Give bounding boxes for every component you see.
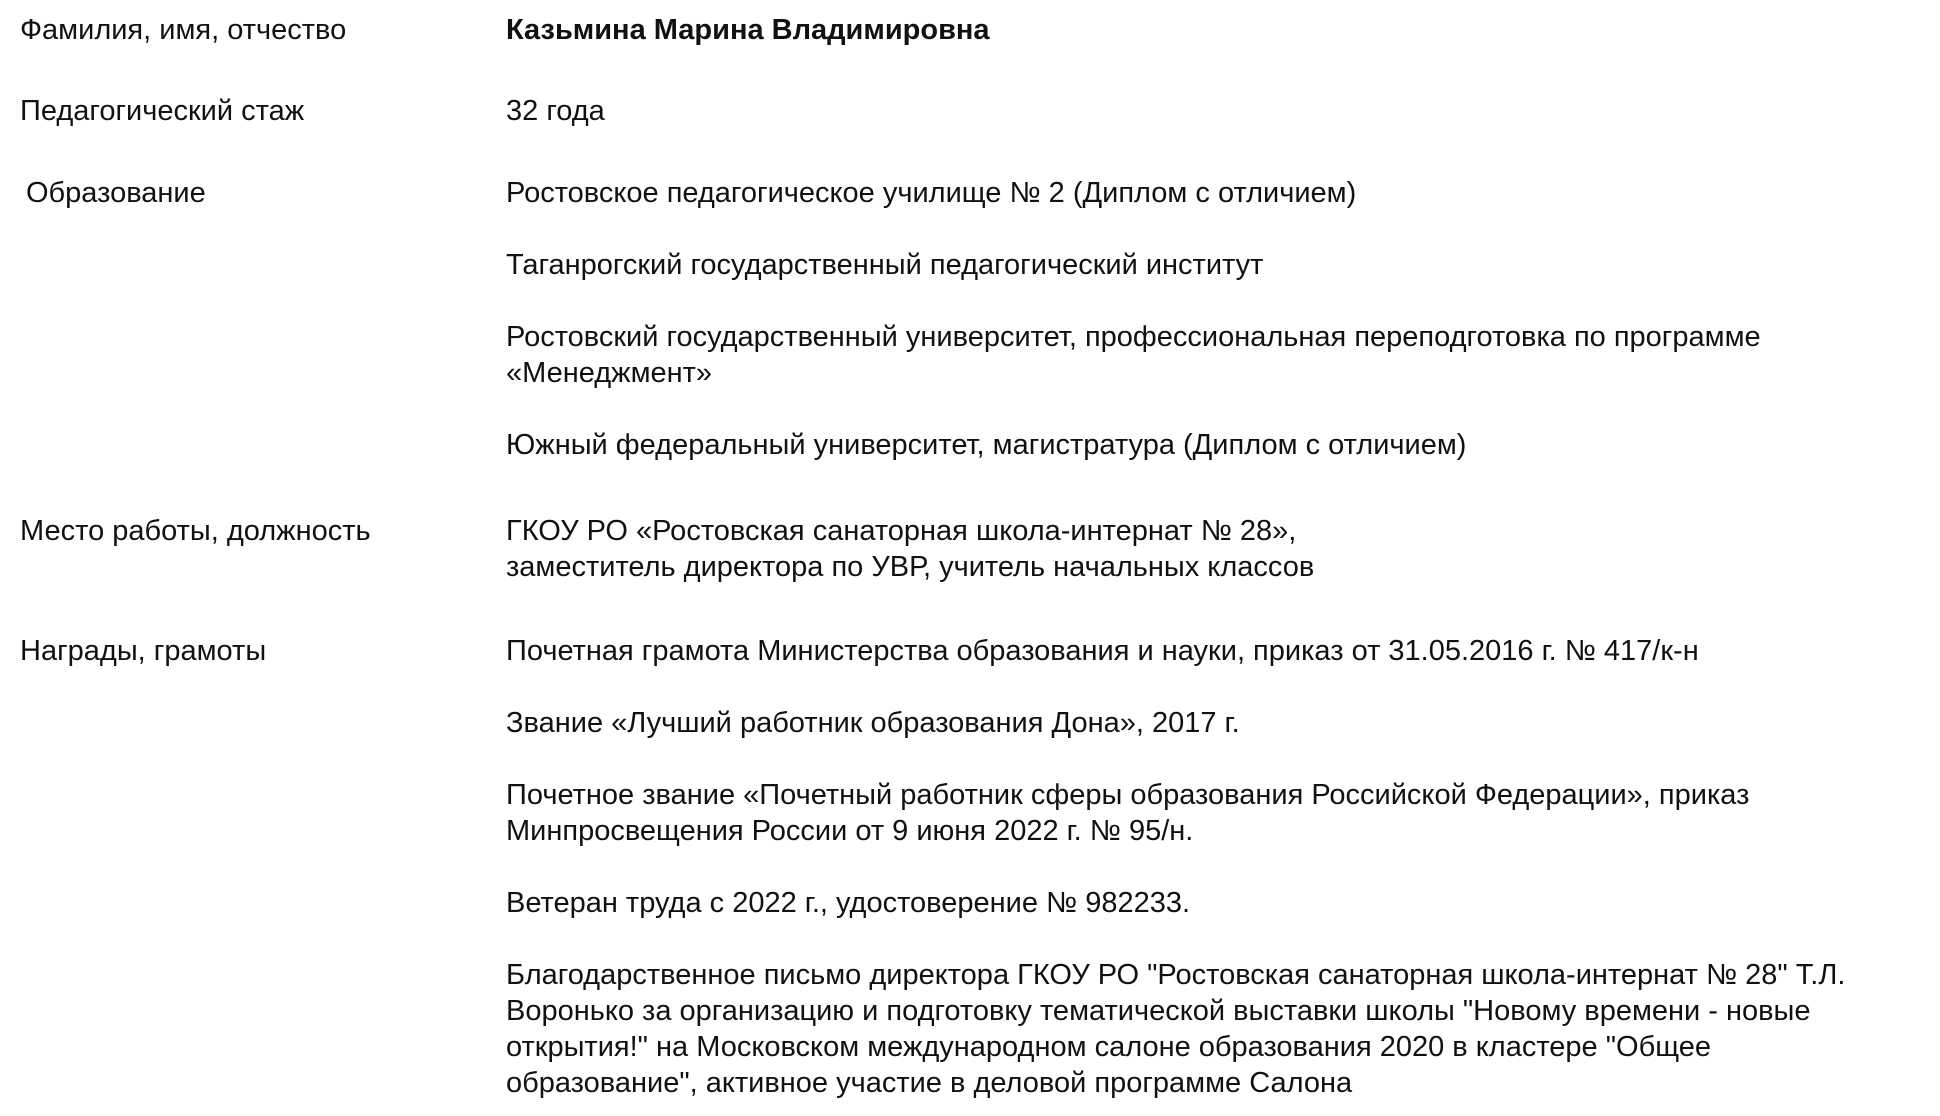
award-item: Звание «Лучший работник образования Дона», 2017 г. [506,707,1240,739]
education-item: Ростовский государственный университет, профессиональная переподготовка по программе «Менеджмент» [506,321,1761,389]
experience-value: 32 года [506,95,605,127]
award-item: Благодарственное письмо директора ГКОУ РО "Ростовская санаторная школа-интернат № 28" Т.Л. Воронько за организацию и подготовку тематической выставки школы "Новому времени - новые открытия!" на Московском международном салоне образования 2020 в кластере "Общее образование", активное участие в деловой программе Салона [506,959,1846,1099]
award-item: Почетное звание «Почетный работник сферы образования Российской Федерации», приказ Минпросвещения России от 9 июня 2022 г. № 95/н. [506,779,1750,847]
award-item: Почетная грамота Министерства образования и науки, приказ от 31.05.2016 г. № 417/к-н [506,635,1699,667]
awards-label: Награды, грамоты [20,635,267,667]
education-item: Южный федеральный университет, магистратура (Диплом с отличием) [506,429,1467,461]
education-label: Образование [26,177,206,209]
workplace-label: Место работы, должность [20,515,371,547]
experience-label: Педагогический стаж [20,95,305,127]
name-value: Казьмина Марина Владимировна [506,14,990,46]
education-item: Ростовское педагогическое училище № 2 (Диплом с отличием) [506,177,1357,209]
workplace-organization: ГКОУ РО «Ростовская санаторная школа-интернат № 28», [506,515,1297,547]
award-item: Ветеран труда с 2022 г., удостоверение № 982233. [506,887,1191,919]
name-label: Фамилия, имя, отчество [20,14,347,46]
education-item: Таганрогский государственный педагогический институт [506,249,1264,281]
workplace-position: заместитель директора по УВР, учитель начальных классов [506,551,1315,583]
